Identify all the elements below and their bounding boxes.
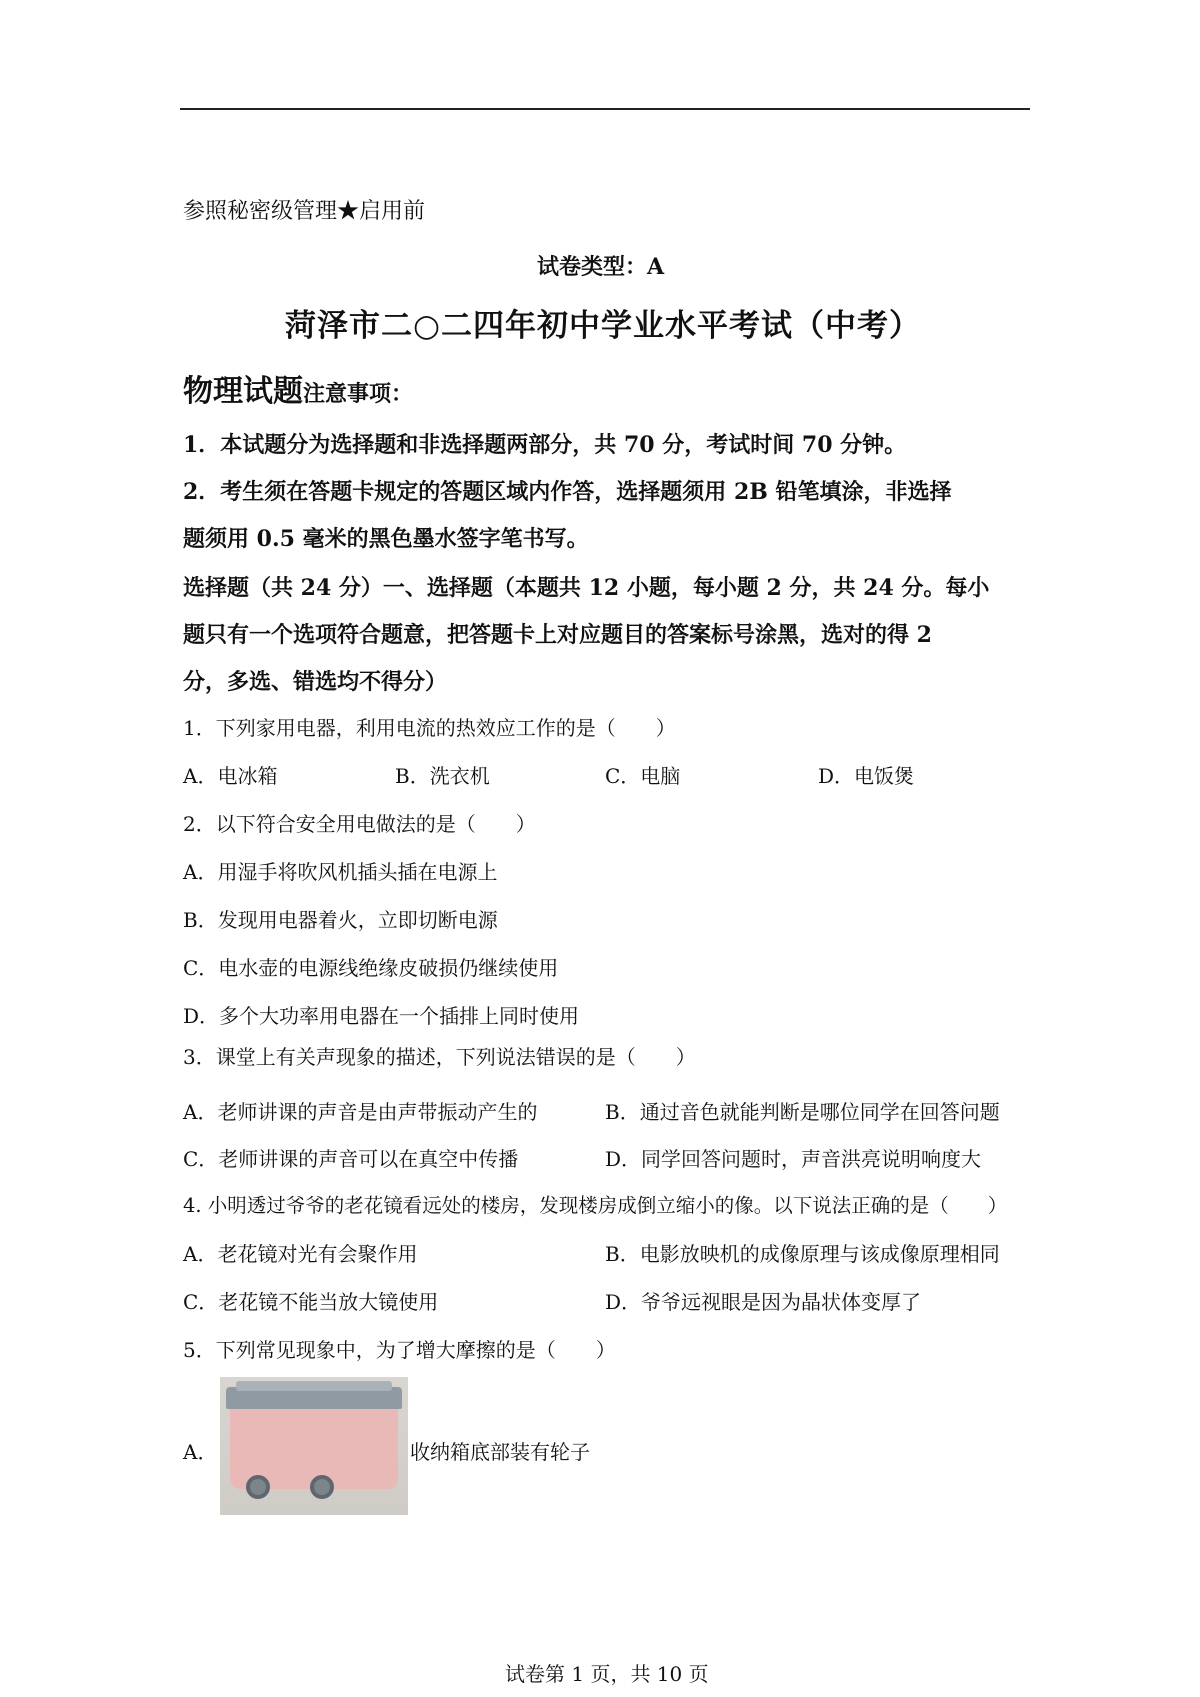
q2-option-c: C．电水壶的电源线绝缘皮破损仍继续使用 (183, 956, 559, 980)
section-line-1: 选择题（共 24 分）一、选择题（本题共 12 小题，每小题 2 分，共 24 分。每小 (183, 575, 990, 601)
notice-line-1: 1．本试题分为选择题和非选择题两部分，共 70 分，考试时间 70 分钟。 (183, 432, 907, 458)
question-3-stem: 3．课堂上有关声现象的描述，下列说法错误的是（ ） (183, 1045, 696, 1069)
notice-line-2: 2．考生须在答题卡规定的答题区域内作答，选择题须用 2B 铅笔填涂，非选择 (183, 479, 952, 505)
q1-option-b: B．洗衣机 (395, 764, 490, 788)
q2-option-b: B．发现用电器着火，立即切断电源 (183, 908, 498, 932)
notice-line-3: 题须用 0.5 毫米的黑色墨水签字笔书写。 (183, 526, 589, 552)
wheel-right-icon (310, 1475, 334, 1499)
notice-heading: 注意事项： (303, 381, 414, 407)
paper-type: 试卷类型：A (537, 254, 665, 280)
header-rule (180, 108, 1030, 110)
confidentiality-label: 参照秘密级管理★启用前 (183, 199, 426, 224)
q3-option-a: A．老师讲课的声音是由声带振动产生的 (183, 1100, 538, 1124)
subject-title: 物理试题 (183, 374, 303, 409)
exam-title: 菏泽市二○二四年初中学业水平考试（中考） (285, 308, 922, 344)
storage-box-lid-top (236, 1381, 392, 1391)
q2-option-a: A．用湿手将吹风机插头插在电源上 (183, 860, 498, 884)
subject-line (183, 366, 413, 410)
section-line-3: 分，多选、错选均不得分） (183, 669, 448, 695)
q1-option-c: C．电脑 (605, 764, 681, 788)
page-footer: 试卷第 1 页，共 10 页 (505, 1662, 709, 1686)
q4-option-c: C．老花镜不能当放大镜使用 (183, 1290, 439, 1314)
q2-option-d: D．多个大功率用电器在一个插排上同时使用 (183, 1004, 580, 1028)
wheel-left-icon (246, 1475, 270, 1499)
q5-option-a-text: 收纳箱底部装有轮子 (410, 1440, 590, 1464)
q3-option-b: B．通过音色就能判断是哪位同学在回答问题 (605, 1100, 1000, 1124)
q3-option-c: C．老师讲课的声音可以在真空中传播 (183, 1147, 519, 1171)
q1-option-a: A．电冰箱 (183, 764, 278, 788)
section-line-2: 题只有一个选项符合题意，把答题卡上对应题目的答案标号涂黑，选对的得 2 (183, 622, 932, 648)
q4-option-d: D．爷爷远视眼是因为晶状体变厚了 (605, 1290, 922, 1314)
question-5-stem: 5．下列常见现象中，为了增大摩擦的是（ ） (183, 1338, 616, 1362)
question-2-stem: 2．以下符合安全用电做法的是（ ） (183, 812, 536, 836)
question-4-stem: 4. 小明透过爷爷的老花镜看远处的楼房，发现楼房成倒立缩小的像。以下说法正确的是（ ） (183, 1194, 1008, 1217)
storage-box-photo (220, 1377, 408, 1515)
question-1-stem: 1．下列家用电器，利用电流的热效应工作的是（ ） (183, 716, 676, 740)
q5-option-a-letter: A． (183, 1440, 218, 1464)
q4-option-b: B．电影放映机的成像原理与该成像原理相同 (605, 1242, 1000, 1266)
q4-option-a: A．老花镜对光有会聚作用 (183, 1242, 418, 1266)
q1-option-d: D．电饭煲 (818, 764, 915, 788)
q3-option-d: D．同学回答问题时，声音洪亮说明响度大 (605, 1147, 982, 1171)
